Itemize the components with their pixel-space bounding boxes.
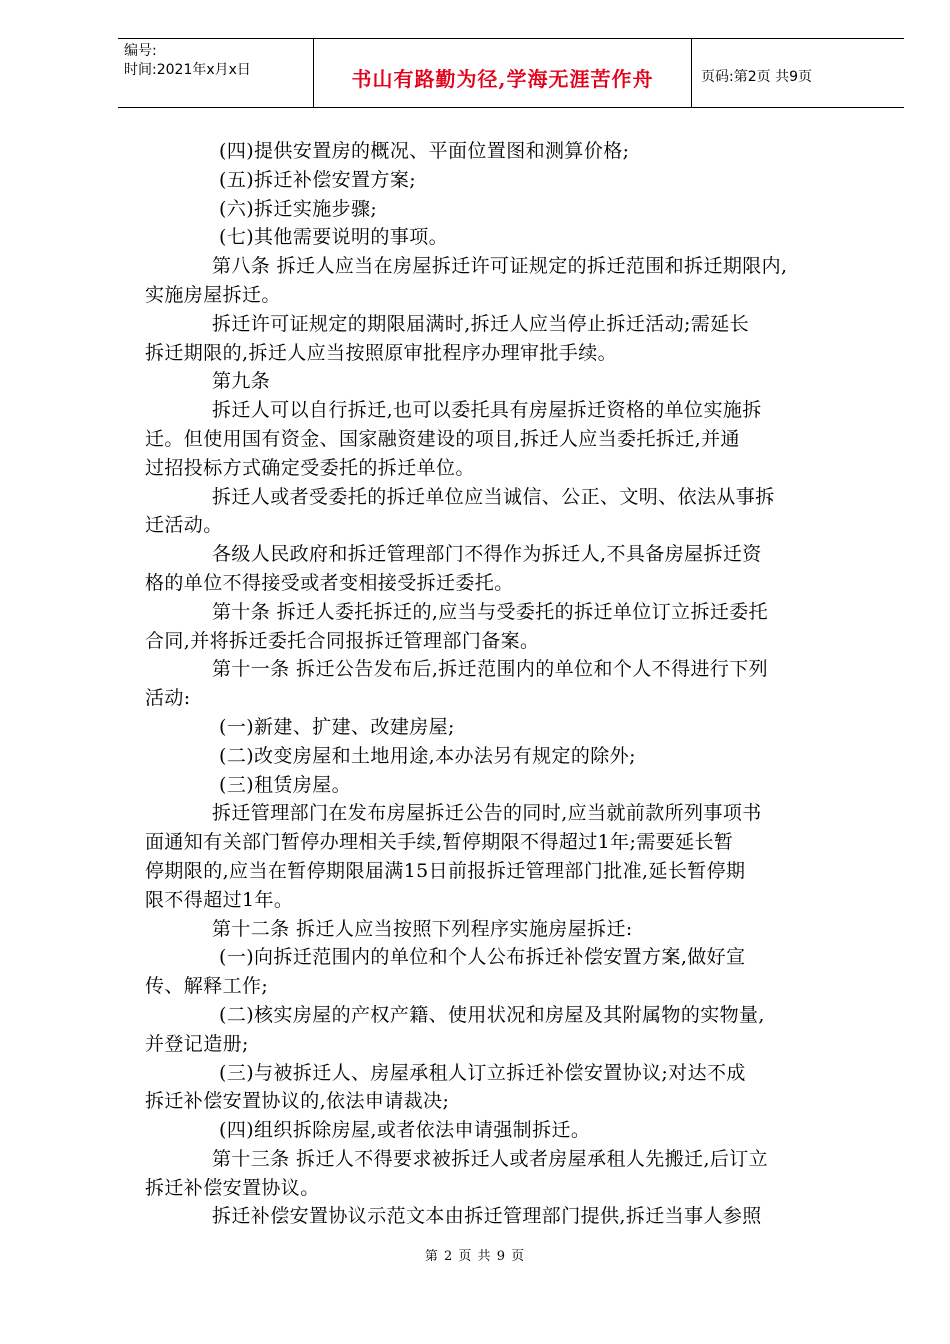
document-time-label: 时间:2021年x月x日 xyxy=(124,62,251,78)
text-line: (三)租赁房屋。 xyxy=(219,773,352,796)
text-line: 实施房屋拆迁。 xyxy=(145,283,281,306)
header-motto: 书山有路勤为径,学海无涯苦作舟 xyxy=(314,39,692,107)
text-line: 合同,并将拆迁委托合同报拆迁管理部门备案。 xyxy=(145,629,540,652)
text-line: (三)与被拆迁人、房屋承租人订立拆迁补偿安置协议;对达不成 xyxy=(219,1061,746,1084)
text-line: (四)组织拆除房屋,或者依法申请强制拆迁。 xyxy=(219,1119,591,1142)
text-line: 第八条 拆迁人应当在房屋拆迁许可证规定的拆迁范围和拆迁期限内, xyxy=(212,255,788,278)
text-line: 格的单位不得接受或者变相接受拆迁委托。 xyxy=(145,571,514,594)
text-line: 迁。但使用国有资金、国家融资建设的项目,拆迁人应当委托拆迁,并通 xyxy=(145,427,740,450)
text-line: 拆迁期限的,拆迁人应当按照原审批程序办理审批手续。 xyxy=(145,341,618,364)
page-footer: 第 2 页 共 9 页 xyxy=(424,1249,526,1264)
text-line: 面通知有关部门暂停办理相关手续,暂停期限不得超过1年;需要延长暂 xyxy=(145,831,734,854)
document-number-label: 编号: xyxy=(124,43,157,59)
text-line: 拆迁管理部门在发布房屋拆迁公告的同时,应当就前款所列事项书 xyxy=(212,802,762,825)
text-line: (一)向拆迁范围内的单位和个人公布拆迁补偿安置方案,做好宣 xyxy=(219,946,746,969)
text-line: 第十一条 拆迁公告发布后,拆迁范围内的单位和个人不得进行下列 xyxy=(212,658,769,681)
text-line: 拆迁许可证规定的期限届满时,拆迁人应当停止拆迁活动;需延长 xyxy=(212,312,750,335)
text-line: 停期限的,应当在暂停期限届满15日前报拆迁管理部门批准,延长暂停期 xyxy=(145,859,746,882)
text-line: 迁活动。 xyxy=(145,514,223,537)
text-line: 拆迁补偿安置协议的,依法申请裁决; xyxy=(145,1090,450,1113)
text-line: (二)核实房屋的产权产籍、使用状况和房屋及其附属物的实物量, xyxy=(219,1003,765,1026)
text-line: 拆迁人可以自行拆迁,也可以委托具有房屋拆迁资格的单位实施拆 xyxy=(212,399,762,422)
text-line: (五)拆迁补偿安置方案; xyxy=(219,168,417,191)
page-header xyxy=(118,38,904,108)
text-line: (七)其他需要说明的事项。 xyxy=(219,226,449,249)
text-line: 传、解释工作; xyxy=(145,975,269,998)
text-line: 拆迁补偿安置协议示范文本由拆迁管理部门提供,拆迁当事人参照 xyxy=(212,1205,762,1228)
text-line: (二)改变房屋和土地用途,本办法另有规定的除外; xyxy=(219,744,636,767)
text-line: 拆迁人或者受委托的拆迁单位应当诚信、公正、文明、依法从事拆 xyxy=(212,485,775,508)
text-line: 各级人民政府和拆迁管理部门不得作为拆迁人,不具备房屋拆迁资 xyxy=(212,543,762,566)
text-line: 第十三条 拆迁人不得要求被拆迁人或者房屋承租人先搬迁,后订立 xyxy=(212,1147,769,1170)
text-line: 第十二条 拆迁人应当按照下列程序实施房屋拆迁: xyxy=(212,917,633,940)
header-meta-cell xyxy=(118,39,314,107)
document-body xyxy=(145,137,875,1231)
text-line: 拆迁补偿安置协议。 xyxy=(145,1176,320,1199)
text-line: 活动: xyxy=(145,687,191,710)
text-line: 第九条 xyxy=(212,370,271,393)
text-line: 限不得超过1年。 xyxy=(145,888,294,911)
text-line: 第十条 拆迁人委托拆迁的,应当与受委托的拆迁单位订立拆迁委托 xyxy=(212,600,769,623)
text-line: 过招投标方式确定受委托的拆迁单位。 xyxy=(145,456,475,479)
text-line: 并登记造册; xyxy=(145,1032,249,1055)
text-line: (四)提供安置房的概况、平面位置图和测算价格; xyxy=(219,140,630,162)
text-line: (一)新建、扩建、改建房屋; xyxy=(219,715,455,738)
text-line: (六)拆迁实施步骤; xyxy=(219,197,378,220)
header-page-info: 页码:第2页 共9页 xyxy=(701,69,812,85)
